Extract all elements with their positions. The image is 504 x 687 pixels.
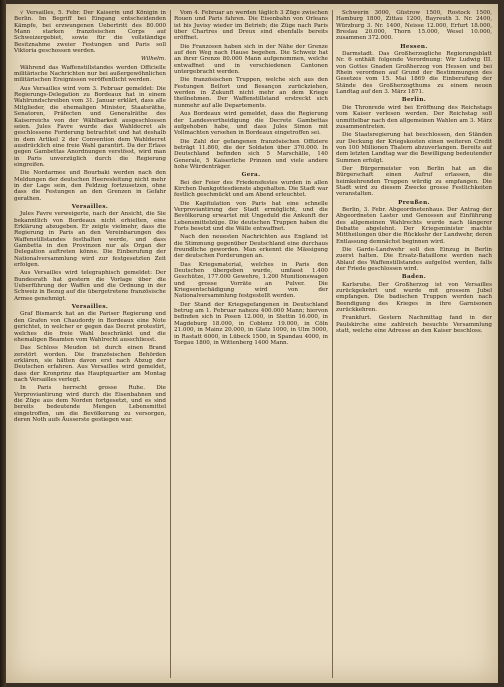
news-paragraph: Jules Favre verweigerte, nach der Ansicht, die Sie bekanntlich von Bordeaux nicht erhielten, eine Erklärung abzugeben. Er zeigte vielmehr, dass die Regierung in Paris an den Vereinbarungen des Waffenstillstandes festhalten werde, und dass Gambetta in den Provinzen nur als Organ der Delegation auftreten könne. Die Einberufung der Nationalversammlung wird zur festgesetzten Zeit erfolgen.: [14, 211, 166, 269]
news-paragraph: Das Kriegsmaterial, welches in Paris den Deutschen übergeben wurde, umfasst 1.400 Geschütze, 177.000 Gewehre, 1.200 Munitionswagen und grosse Vorräte an Pulver. Die Kriegsentschädigung wird von der Nationalversammlung festgestellt werden.: [174, 261, 328, 300]
news-paragraph: Frankfurt. Gestern Nachmittag fand in der Paulskirche eine zahlreich besuchte Versammlung statt, welche eine Adresse an den Kaiser beschloss.: [336, 315, 492, 335]
section-heading: Gera.: [241, 172, 261, 179]
news-paragraph: Die Staatsregierung hat beschlossen, den Ständen zur Deckung der Kriegskosten einen weiteren Credit von 100 Millionen Thalern abzuverlangen. Bereits auf dem letzten Landtag war die Bewilligung bedeutender Summen erfolgt.: [336, 132, 492, 164]
news-paragraph: Karlsruhe. Der Großherzog ist von Versailles zurückgekehrt und wurde mit grossem Jubel empfangen. Die badischen Truppen werden nach Beendigung des Krieges in ihre Garnisonen zurückkehren.: [336, 281, 492, 314]
news-paragraph: Die Franzosen haben sich in der Nähe der Grenze auf den Weg nach Hause begeben. Die Schweiz hat an ihrer Grenze 80.000 Mann aufgenommen, welche entwaffnet und in verschiedenen Cantonen untergebracht werden.: [174, 43, 328, 76]
news-paragraph: Die Kapitulation von Paris hat eine schnelle Verproviantirung der Stadt ermöglicht, und die Bevölkerung erwartet mit Ungeduld die Ankunft der Lebensmittelzüge. Die deutschen Truppen haben die Forts besetzt und die Wälle entwaffnet.: [174, 200, 328, 232]
column-right: [336, 10, 492, 678]
column-rule: [332, 10, 333, 678]
news-paragraph: Die Garde-Landwehr soll den Einzug in Berlin zuerst halten. Die Ersatz-Bataillone werden nach Ablauf des Waffenstillstandes aufgelöst werden, falls der Friede geschlossen wird.: [336, 247, 492, 273]
section-heading: Hessen.: [400, 43, 428, 50]
section-heading: Preußen.: [398, 199, 430, 206]
news-paragraph: Nach den neuesten Nachrichten aus England ist die Stimmung gegenüber Deutschland eine durchaus freundliche geworden. Man erkennt die Mässigung der deutschen Forderungen an.: [174, 234, 328, 260]
news-paragraph: Aus Bordeaux wird gemeldet, dass die Regierung der Landesvertheidigung die Decrete Gambettas aufgehoben habe, und dass Jules Simon mit Vollmachten versehen in Bordeaux eingetroffen sei.: [174, 111, 328, 137]
news-paragraph: Während das Waffenstillstandes werden Officielle militärische Nachrichten nur bei außergewöhnlichen militärischen Ereignissen veröffentlicht werden.: [14, 64, 166, 84]
news-paragraph: Die Nordarmee und Bourbaki werden nach den Meldungen der deutschen Heeresleitung nicht mehr in der Lage sein, den Feldzug fortzusetzen, ohne dass die Festungen an den Grenzen in Gefahr gerathen.: [14, 170, 166, 202]
news-paragraph: Darmstadt. Das Großherzogliche Regierungsblatt Nr. 6 enthält folgende Verordnung: Wir Ludwig III. von Gottes Gnaden Großherzog von Hessen und bei Rhein verordnen auf Grund der Bestimmungen des Gesetzes vom 15. Mai 1869 die Einberufung der Stände des Großherzogthums zu einem neuen Landtag auf den 3. März 1871.: [336, 51, 492, 96]
news-paragraph: Die Zahl der gefangenen französischen Offiziere beträgt 11.860, die der Soldaten über 370.000. In Deutschland befinden sich 5 Marschälle, 140 Generale, 5 Kaiserliche Prinzen und viele andere hohe Würdenträger.: [174, 138, 328, 170]
news-paragraph: Vom 4. Februar an werden täglich 3 Züge zwischen Rouen und Paris fahren. Die Eisenbahn von Orleans ist bis Juvisy wieder im Betrieb; die Züge nach Paris über Chartres und Dreux sind ebenfalls bereits eröffnet.: [174, 10, 328, 42]
column-middle: [174, 10, 328, 678]
news-paragraph: √ Versailles, 5. Febr. Der Kaiserin und Königin in Berlin. Im Begriff bei Eingang entscheidenden Kämpfe, bei erzwungenen Uebertritt des 80.000 Mann starken französischen Corps auf Schweizergebiet, sowie für die vollständige Besitznahme zweier Festungen und Paris soll Viktoria geschossen werden.: [14, 10, 166, 55]
news-paragraph: Graf Bismarck hat an die Pariser Regierung und den Grafen von Chaudordy in Bordeaux eine Note gerichtet, in welcher er gegen das Decret protestirt, welches die freie Wahl beschränkt und die ehemaligen Beamten vom Wahlrecht ausschliesst.: [14, 311, 166, 343]
newspaper-page: [6, 4, 498, 683]
section-heading: Baden.: [401, 274, 427, 281]
signature: Wilhelm.: [140, 56, 166, 63]
news-paragraph: Bei der Feier des Friedensfestes wurden in allen Kirchen Dankgottesdienste abgehalten. Die Stadt war festlich geschmückt und am Abend erleuchtet.: [174, 179, 328, 199]
section-heading: Versailles.: [71, 304, 109, 311]
news-paragraph: Schwerin 3000, Güstrow 1500, Rostock 1500, Hamburg 1800, Zittau 1200, Bayreuth 3. Nr. 2400, Würzburg 3. Nr. 1400, Neisse 12.000, Erfurt 18.000, Breslau 20.000, Thorn 15.000, Wesel 10.000, zusammen 372.000.: [336, 10, 492, 42]
column-rule: [170, 10, 171, 678]
news-paragraph: Berlin, 3. Febr. Abgeordnetenhaus. Der Antrag der Abgeordneten Laster und Genossen auf Einführung des allgemeinen Wahlrechts wurde nach längerer Debatte abgelehnt. Der Kriegsminister machte Mittheilungen über die Rückkehr der Landwehr, deren Entlassung demnächst beginnen wird.: [336, 206, 492, 245]
news-paragraph: Die französischen Truppen, welche sich aus den Festungen Belfort und Besançon zurückziehen, werden in Zukunft nicht mehr an dem Kriege theilnehmen. Der Waffenstillstand erstreckt sich nunmehr auf alle Departements.: [174, 77, 328, 109]
section-heading: Versailles.: [71, 203, 109, 210]
news-paragraph: Aus Versailles wird vom 3. Februar gemeldet: Die Regierungs-Delegation zu Bordeaux hat in einem Wahlrundschreiben vom 31. Januar erklärt, dass alle Mitglieder, die ehemaligen Minister, Staatsräthe, Senatoren, Präfecten und Generalräthe des Kaiserreichs von der Wählbarkeit ausgeschlossen seien. Jules Favre wurde das Wahldecret als geschlossene Forderung betrachtet und hat deshalb in dem Artikel 2 der Convention dem Wahldecret ausdrücklich eine freie Wahl garantirt. Da der Erlass gegen Gambettas Anordnungen verstösst, wird man in Paris unverzüglich durch die Regierung eingreifen.: [14, 85, 166, 168]
news-paragraph: Aus Versailles wird telegraphisch gemeldet: Der Bundesrath hat gestern die Vorlage über die Ueberführung der Waffen und die Ordnung in der Schweiz in Bezug auf die übergetretene französische Armee genehmigt.: [14, 270, 166, 302]
news-paragraph: Der Bürgermeister von Berlin hat an die Bürgerschaft einen Aufruf erlassen, die heimkehrenden Truppen würdig zu empfangen. Die Stadt wird zu diesem Zwecke grosse Festlichkeiten veranstalten.: [336, 165, 492, 198]
column-left: [14, 10, 166, 678]
news-paragraph: Die Thronrede wird bei Eröffnung des Reichstags vom Kaiser verlesen werden. Der Reichstag soll unmittelbar nach den allgemeinen Wahlen am 3. März zusammentreten.: [336, 104, 492, 130]
news-paragraph: Der Stand der Kriegsgefangenen in Deutschland betrug am 1. Februar nahezu 400.000 Mann; hiervon befinden sich in Posen 12.000, in Stettin 16.000, in Magdeburg 18.000, in Coblenz 19.000, in Cöln 21.000, in Mainz 20.000, in Glatz 1000, in Ulm 5000, in Rastatt 6000, in Lübeck 1500, in Spandau 4000, in Torgau 1800, in Wittenberg 1400 Mann.: [174, 301, 328, 346]
news-paragraph: Das Schloss Meudon ist durch einen Brand zerstört worden. Die französischen Behörden erklären, sie hätten davon erst nach Abzug der Deutschen erfahren. Aus Versailles wird gemeldet, dass der Kronprinz das Hauptquartier am Montag nach Versailles verlegt.: [14, 345, 166, 383]
news-paragraph: In Paris herrscht grosse Ruhe. Die Verproviantirung wird durch die Eisenbahnen und die Züge aus dem Norden fortgesetzt, und es sind bereits bedeutende Mengen Lebensmittel eingetroffen, um die Bevölkerung zu versorgen, deren Noth aufs Äusserste gestiegen war.: [14, 385, 166, 423]
section-heading: Berlin.: [401, 97, 427, 104]
